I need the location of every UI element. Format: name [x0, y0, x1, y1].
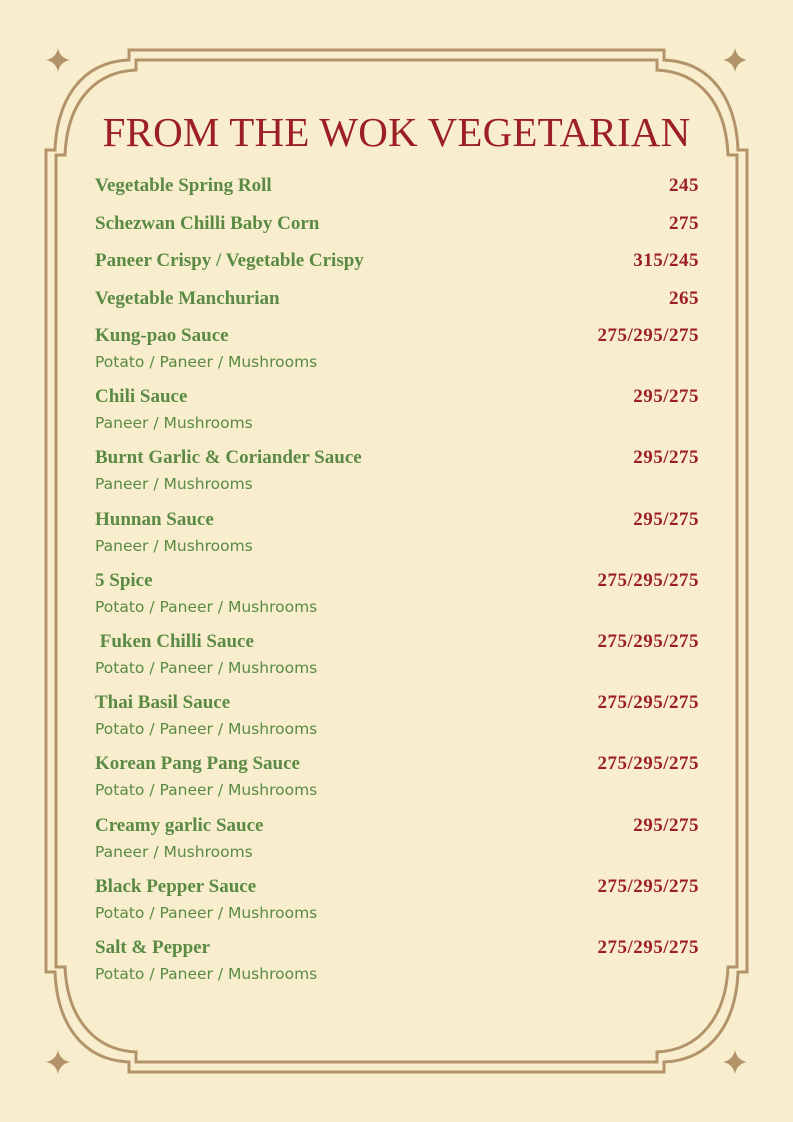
item-options: Paneer / Mushrooms: [95, 842, 253, 861]
item-name: 5 Spice: [95, 569, 153, 591]
menu-item: [95, 812, 699, 873]
sparkle-icon: [46, 1050, 70, 1074]
item-price: 245: [669, 175, 699, 196]
item-name: Chili Sauce: [95, 386, 188, 408]
menu-item: [95, 506, 699, 567]
item-price: 275/295/275: [597, 692, 699, 714]
item-price: 295/275: [633, 508, 699, 530]
menu-item: [95, 444, 699, 505]
item-price: 295/275: [633, 814, 699, 836]
sparkle-icon: [723, 48, 747, 72]
item-name: Schezwan Chilli Baby Corn: [95, 212, 320, 234]
menu-item: [95, 285, 699, 323]
item-price: 295/275: [633, 447, 699, 469]
item-name: Hunnan Sauce: [95, 508, 214, 530]
item-options: Paneer / Mushrooms: [95, 536, 253, 555]
item-options: Potato / Paneer / Mushrooms: [95, 353, 318, 371]
menu-item: [95, 689, 699, 750]
menu-item: [95, 322, 699, 383]
item-name: Kung-pao Sauce: [95, 325, 229, 346]
item-name: Korean Pang Pang Sauce: [95, 753, 300, 775]
item-options: Potato / Paneer / Mushrooms: [95, 658, 318, 677]
item-name: Salt & Pepper: [95, 936, 211, 958]
item-name: Black Pepper Sauce: [95, 875, 257, 897]
menu-item: [95, 750, 699, 811]
menu-item: [95, 247, 699, 285]
item-options: Potato / Paneer / Mushrooms: [95, 903, 318, 922]
item-name: Creamy garlic Sauce: [95, 814, 264, 836]
item-name: Paneer Crispy / Vegetable Crispy: [95, 250, 364, 271]
item-name: Fuken Chilli Sauce: [95, 630, 254, 652]
item-options: Paneer / Mushrooms: [95, 475, 253, 494]
item-price: 275/295/275: [597, 325, 699, 346]
item-name: Vegetable Spring Roll: [95, 175, 272, 196]
menu-item: [95, 172, 699, 210]
item-name: Thai Basil Sauce: [95, 692, 231, 714]
item-price: 275/295/275: [597, 875, 699, 897]
item-options: Paneer / Mushrooms: [95, 414, 253, 433]
item-options: Potato / Paneer / Mushrooms: [95, 597, 318, 616]
sparkle-icon: [46, 48, 70, 72]
item-options: Potato / Paneer / Mushrooms: [95, 781, 318, 800]
menu-item: [95, 873, 699, 934]
item-price: 275/295/275: [597, 630, 699, 652]
menu-list: [95, 172, 699, 995]
item-price: 315/245: [633, 250, 699, 271]
item-price: 275/295/275: [597, 936, 699, 958]
page-title: FROM THE WOK VEGETARIAN: [102, 109, 691, 155]
item-price: 275/295/275: [597, 753, 699, 775]
menu-item: [95, 383, 699, 444]
item-options: Potato / Paneer / Mushrooms: [95, 964, 318, 983]
item-price: 275/295/275: [597, 569, 699, 591]
item-options: Potato / Paneer / Mushrooms: [95, 720, 318, 739]
menu-item: [95, 567, 699, 628]
menu-item: [95, 934, 699, 995]
item-name: Burnt Garlic & Coriander Sauce: [95, 447, 362, 469]
item-price: 265: [669, 287, 699, 309]
item-name: Vegetable Manchurian: [95, 287, 280, 309]
menu-item: [95, 210, 699, 248]
menu-item: [95, 628, 699, 689]
item-price: 275: [669, 212, 699, 234]
item-price: 295/275: [633, 386, 699, 408]
sparkle-icon: [723, 1050, 747, 1074]
